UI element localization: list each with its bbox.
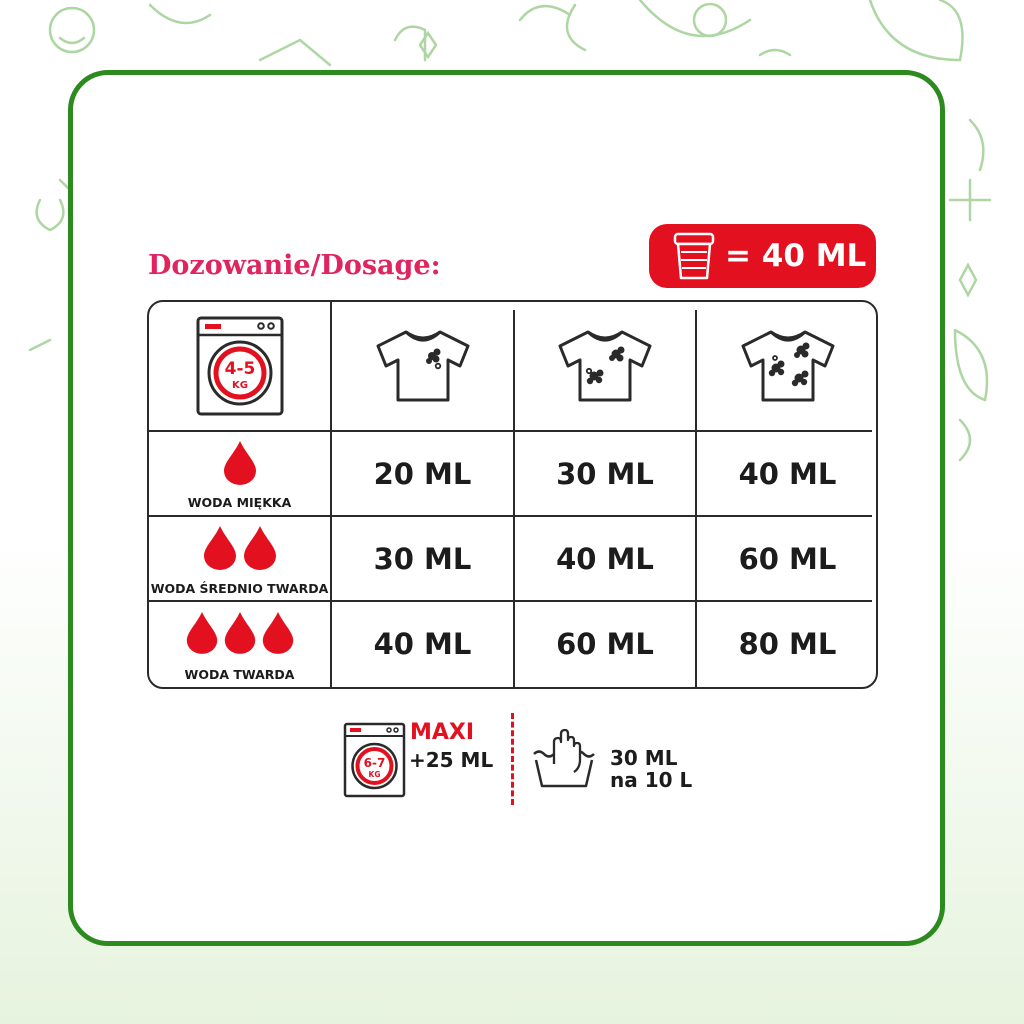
water-drop-icon [220, 438, 260, 486]
dose-hard-light: 40 ML [373, 626, 472, 661]
tshirt-medium-stain-icon [556, 328, 654, 404]
dosage-table [147, 300, 878, 689]
machine-cell [149, 302, 330, 430]
water-drop-icon [221, 609, 259, 655]
hand-wash-icon [530, 728, 598, 790]
row-label-hard: WODA TWARDA [184, 667, 295, 682]
column-header-heavy [697, 302, 878, 430]
washing-machine-icon [195, 315, 285, 417]
maxi-label: MAXI [410, 720, 475, 745]
dose-soft-heavy: 40 ML [738, 456, 837, 491]
dose-badge [649, 224, 876, 288]
maxi-load-unit: KG [368, 770, 381, 779]
page-title: Dozowanie/Dosage: [148, 250, 441, 281]
water-drop-icon [200, 523, 240, 571]
row-label-medium: WODA ŚREDNIO TWARDA [150, 581, 329, 596]
badge-text: = 40 ML [725, 238, 867, 274]
machine-load-value: 4-5 [224, 359, 255, 379]
water-drop-icon [240, 523, 280, 571]
washing-machine-maxi-icon [343, 722, 406, 798]
water-drop-icon [259, 609, 297, 655]
drops-soft [149, 432, 330, 492]
machine-load-unit: KG [231, 380, 248, 391]
column-header-light [332, 302, 513, 430]
dose-medium-heavy: 60 ML [738, 541, 837, 576]
dose-medium-medium: 40 ML [556, 541, 654, 576]
maxi-extra: +25 ML [409, 748, 494, 772]
drops-medium [149, 517, 330, 577]
row-label-soft: WODA MIĘKKA [187, 495, 292, 510]
handwash-dose: 30 ML [610, 746, 678, 770]
dose-hard-medium: 60 ML [556, 626, 654, 661]
dose-hard-heavy: 80 ML [738, 626, 837, 661]
water-drop-icon [183, 609, 221, 655]
column-header-medium [515, 302, 695, 430]
maxi-load-value: 6-7 [363, 756, 386, 770]
drops-hard [149, 602, 330, 662]
tshirt-light-stain-icon [374, 328, 472, 404]
dose-soft-light: 20 ML [373, 456, 472, 491]
dose-medium-light: 30 ML [373, 541, 472, 576]
tshirt-heavy-stain-icon [739, 328, 837, 404]
divider [511, 713, 514, 805]
measuring-cap-icon [669, 230, 719, 282]
dose-soft-medium: 30 ML [556, 456, 654, 491]
handwash-per: na 10 L [610, 768, 693, 792]
